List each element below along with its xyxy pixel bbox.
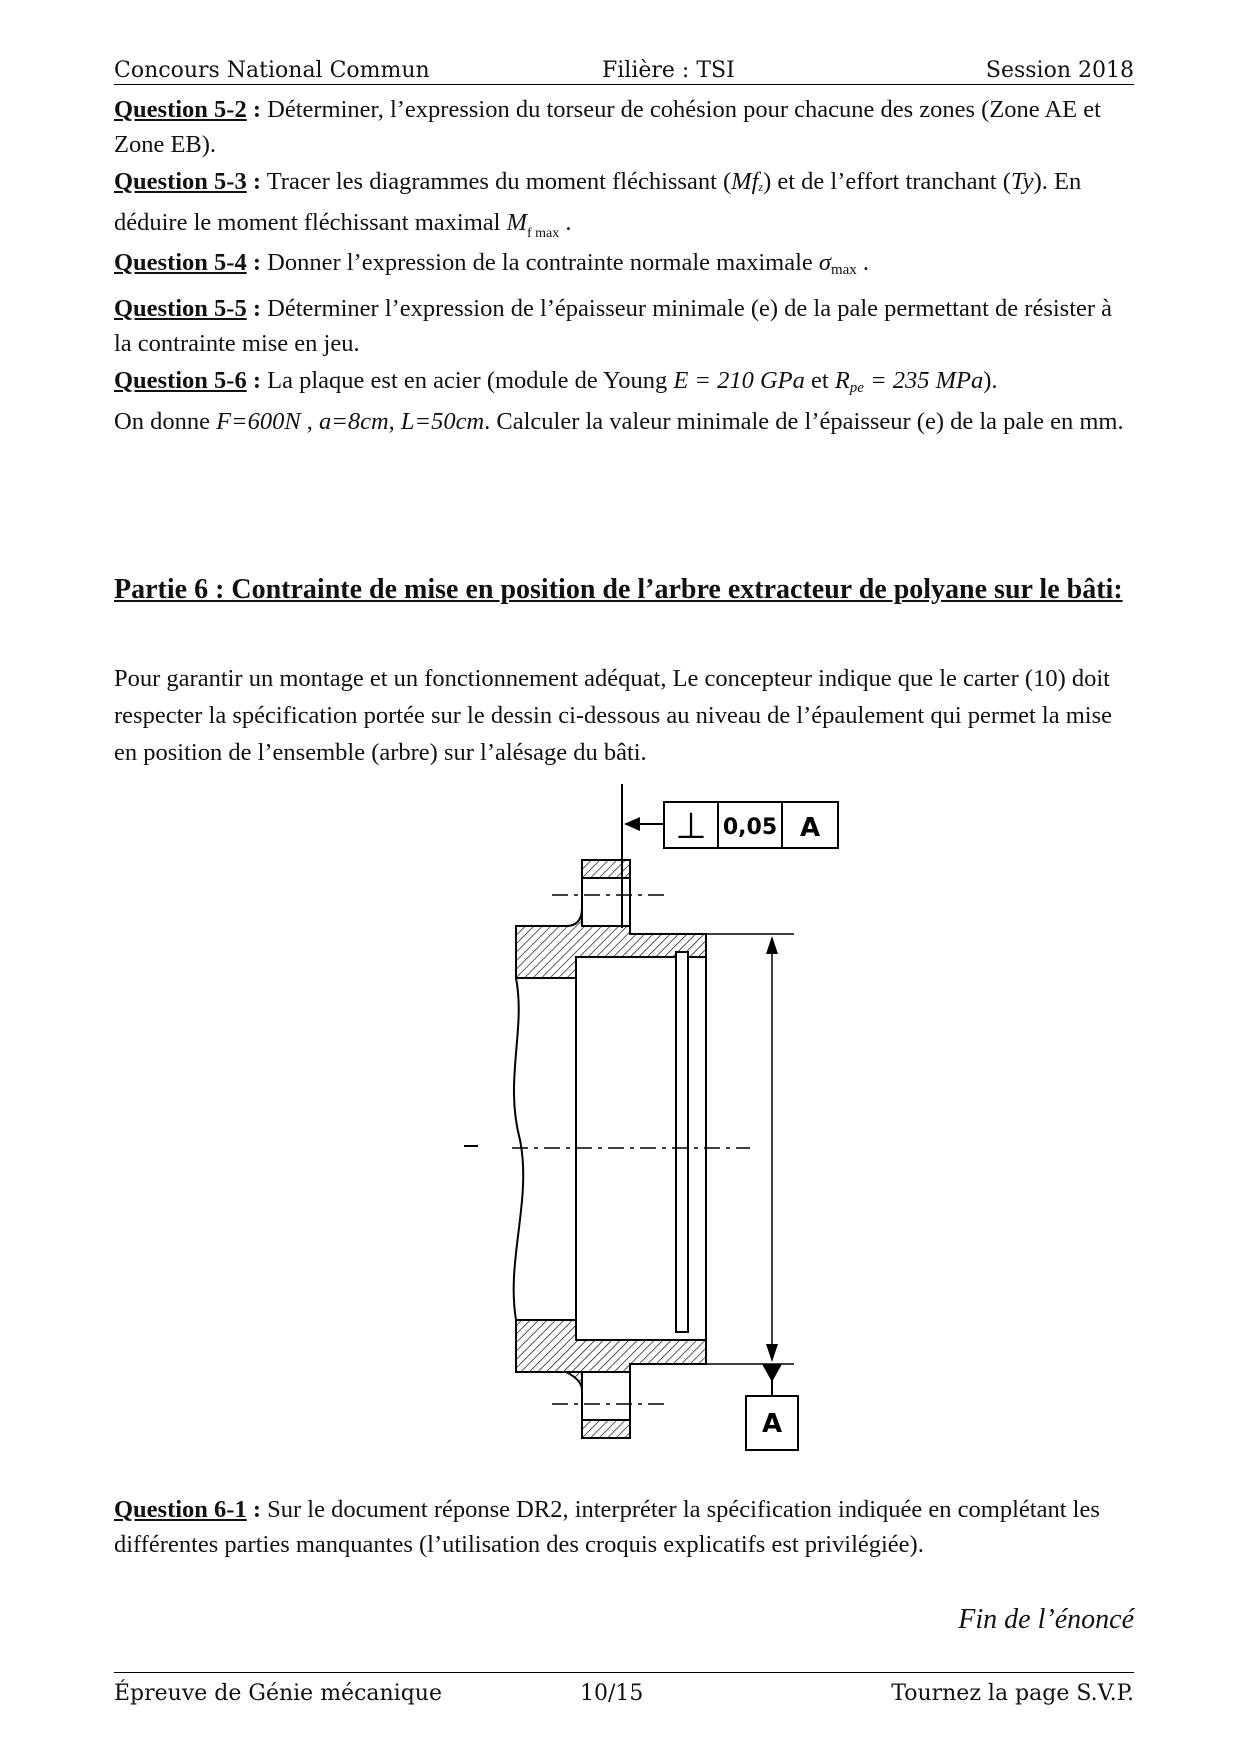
question-label: Question 6-1 <box>114 1496 247 1523</box>
question-label: Question 5-6 <box>114 367 247 394</box>
math-sigma: σ <box>818 249 831 276</box>
bore-outline <box>464 926 750 1372</box>
datum-reference <box>746 1364 798 1450</box>
leader-arrow <box>622 784 664 928</box>
footer-left: Épreuve de Génie mécanique <box>114 1681 442 1706</box>
page-number: 10/15 <box>580 1681 644 1706</box>
header-left: Concours National Commun <box>114 58 430 83</box>
question-label: Question 5-4 <box>114 249 247 276</box>
question-label: Question 5-2 <box>114 96 247 123</box>
question-label: Question 5-5 <box>114 295 247 322</box>
part6-intro: Pour garantir un montage et un fonctionnement adéquat, Le concepteur indique que le carter (10) doit respecter la spécification portée sur le dessin ci-dessous au niveau de l’épaulement qui permet la mise en position de l’ensemble (arbre) sur l’alésage du bâti. <box>114 665 1113 766</box>
tolerance-value: 0,05 <box>722 815 778 840</box>
perpendicularity-symbol: ⊥ <box>675 806 707 847</box>
tolerance-datum: A <box>799 813 821 843</box>
question-5-3: Question 5-3 : Tracer les diagrammes du moment fléchissant (Mfz) et de l’effort tranchant (Ty). En déduire le moment fléchissant maximal $M_{f max}$ . <box>114 168 1082 241</box>
math-m: M <box>506 209 527 236</box>
question-6-1: Question 6-1 : Sur le document réponse DR2, interpréter la spécification indiquée en complétant les différentes parties manquantes (l’utilisation des croquis explicatifs est privilégiée). <box>114 1496 1100 1558</box>
header-center: Filière : TSI <box>602 58 735 83</box>
page-footer <box>114 1672 1134 1709</box>
question-5-2: Question 5-2 : Déterminer, l’expression du torseur de cohésion pour chacune des zones (Zone AE et Zone EB). <box>114 96 1101 158</box>
flange-section-bottom <box>516 1320 706 1438</box>
question-5-6: Question 5-6 : La plaque est en acier (module de Young E = 210 GPa et $R_{pe} = 235$ MPa). <box>114 367 998 396</box>
question-5-5: Question 5-5 : Déterminer l’expression de l’épaisseur minimale (e) de la pale permettant de résister à la contrainte mise en jeu. <box>114 295 1113 357</box>
datum-label: A <box>761 1409 783 1439</box>
feature-control-frame <box>664 802 838 848</box>
dimension-line <box>706 934 794 1364</box>
header-right: Session 2018 <box>985 58 1134 83</box>
end-text: Fin de l’énoncé <box>958 1604 1134 1635</box>
math-sigma-sub: max <box>830 262 857 278</box>
question-5-4: Question 5-4 : Donner l’expression de la contrainte normale maximale $\sigma_{max}$ . <box>114 249 870 278</box>
math-m-sub: f max <box>526 226 560 241</box>
given-values: On donne F=600N , a=8cm, L=50cm. Calculer la valeur minimale de l’épaisseur (e) de la pale en mm. <box>114 408 1124 435</box>
question-label: Question 5-3 <box>114 168 247 195</box>
footer-right: Tournez la page S.V.P. <box>891 1681 1134 1706</box>
part6-title: Partie 6 : Contrainte de mise en position de l’arbre extracteur de polyane sur le bâti: <box>114 574 1123 605</box>
